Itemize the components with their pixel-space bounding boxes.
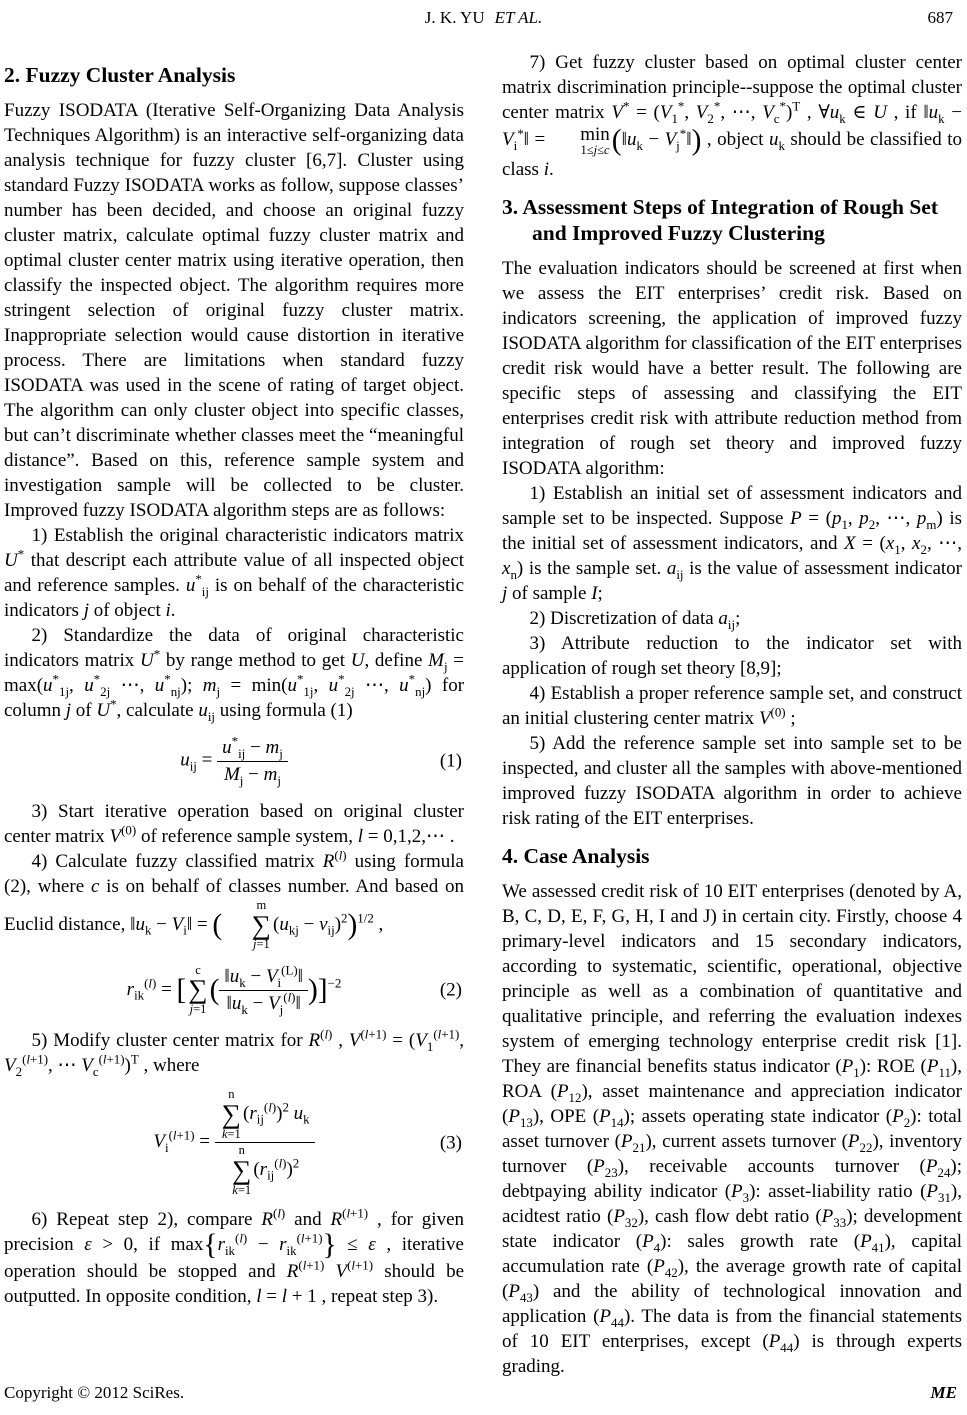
page-header (0, 8, 967, 28)
equation-1: $u_{ij}$ = $\frac{u^*_{ij} - m_j}{M_j - m_j}$ (4, 736, 464, 787)
right-step-4: 4) Establish a proper reference sample set, and construct an initial clustering center matrix $V^{(0)}$ ; (502, 682, 962, 729)
equation-3-number: (3) (439, 1132, 462, 1154)
page-number: 687 (927, 8, 953, 27)
section-2-heading: 2. Fuzzy Cluster Analysis (4, 63, 236, 87)
right-step-2: 2) Discretization of data $a_{ij}$; (529, 607, 741, 632)
section-2-paragraph: Fuzzy ISODATA (Iterative Self-Organizing Data Analysis Techniques Algorithm) is an interactive self-organizing data analysis technique for fuzzy cluster [6,7]. Cluster using standard Fuzzy ISODATA works as follow, suppose classes’ number has been decided, and choose an original fuzzy cluster matrix, calculate optimal fuzzy cluster matrix and optimal cluster center matrix using iterative operation, then classify the inspected object. The algorithm requires more stringent selection of original fuzzy cluster matrix. Inappropriate selection would cause distortion in iterative process. There are limitations when standard fuzzy ISODATA was used in the scene of rating of target object. The algorithm can only cluster object into specific classes, but can’t discriminate whether classes meet the “meaningful distance”. Based on this, reference sample system and investigation sample will be collected to be cluster. Improved fuzzy ISODATA algorithm steps are as follows: (4, 100, 464, 521)
page-footer (4, 1383, 957, 1403)
section-3-heading: 3. Assessment Steps of Integration of Rough Set and Improved Fuzzy Clustering (502, 194, 938, 245)
section-4-heading: 4. Case Analysis (502, 843, 650, 868)
left-step-2: 2) Standardize the data of original characteristic indicators matrix U* by range method to get U, define $M_j = \max(u^*_{1j}$, $u^*_{2j}$ ⋯, $u^*_{nj}$); $m_j = \min(u^*_{1j}$, $u^*_{2j}$ ⋯, $u^*_{nj}$) for column j of U*, calculate $u_{ij}$ using formula (1) (4, 625, 465, 724)
right-column (502, 50, 962, 1379)
header-authors: J. K. YU (424, 8, 485, 27)
right-step-3: 3) Attribute reduction to the indicator set with application of rough set theory [8,9]; (502, 632, 962, 679)
equation-2-row (4, 962, 464, 1018)
equation-3: $V_i^{(l+1)}$ = n ∑ k=1 $(r_{ij}^{(l)})^2$ $u_k$ n ∑ k=1 $(r_{ij}^{(l)})^2$ (4, 1088, 464, 1197)
copyright-notice: Copyright © 2012 SciRes. (4, 1383, 185, 1402)
equation-1-row (4, 733, 464, 789)
right-step-1: 1) Establish an initial set of assessment indicators and sample set to be inspected. Suppose $P = (p_1$, $p_2$, ⋯, $p_m$) is the initial set of assessment indicators, and $X = (x_1$, $x_2$, ⋯, $x_n$) is the sample set. $a_{ij}$ is the value of assessment indicator j of sample I; (502, 482, 963, 604)
equation-2-number: (2) (439, 979, 462, 1001)
left-step-4: 4) Calculate fuzzy classified matrix $R^{(l)}$ using formula (2), where c is on behalf of classes number. And based on Euclid distance, $‖u_k$ − $V_i‖$ = ( m ∑ j=1 $(u_{kj} - v_{ij})^2)^{1/2}$ , (4, 847, 465, 952)
section-4-paragraph: We assessed credit risk of 10 EIT enterprises (denoted by A, B, C, D, E, F, G, H, I and J) in certain city. Firstly, choose 4 primary-level indicators and 15 secondary indicators, according to systematic, scientific, operational, objective principle as well as a combination of quantitative and qualitative principle, and referring the evaluation indexes system of emerging technology enterprise credit risk [1]. They are financial benefits status indicator $(P_1)$: ROE $(P_{11})$, ROA $(P_{12})$, asset maintenance and appreciation indicator $(P_{13})$, OPE $(P_{14})$; assets operating state indicator $(P_2)$: total asset turnover $(P_{21})$, current assets turnover $(P_{22})$, inventory turnover $(P_{23})$, receivable accounts turnover $(P_{24})$; debtpaying ability indicator $(P_3)$: asset-liability ratio $(P_{31})$, acidtest ratio $(P_{32})$, cash flow debt ratio $(P_{33})$; development state indicator $(P_4)$: sales growth rate $(P_{41})$, capital accumulation rate $(P_{42})$, the average growth rate of capital $(P_{43})$ and the ability of technological innovation and application $(P_{44})$. The data is from the financial statements of 10 EIT enterprises, except $(P_{44})$ is through experts grading. (502, 880, 963, 1377)
equation-3-row (4, 1088, 464, 1197)
journal-abbreviation: ME (930, 1383, 957, 1402)
left-step-3: 3) Start iterative operation based on original cluster center matrix $V^{(0)}$ of reference sample system, l = 0,1,2,⋯ . (4, 801, 464, 847)
equation-1-number: (1) (439, 750, 462, 772)
right-step-7: 7) Get fuzzy cluster based on optimal cluster center matrix discrimination principle--suppose the optimal cluster center matrix $V^* = (V_1^*$, $V_2^*$, ⋯, $V_c^*)^T$ , $\forall u_k$ ∈ U , if $‖u_k$ − $V_i^*‖$ = min 1≤j≤c ($‖u_k$ − $V_j^*‖$) , object $u_k$ should be classified to class i. (502, 52, 963, 180)
right-step-5: 5) Add the reference sample set into sample set to be inspected, and cluster all the samples with above-mentioned improved fuzzy ISODATA algorithm in order to achieve risk rating of the EIT enterprises. (502, 732, 962, 829)
two-column-body (4, 50, 963, 1379)
section-3-paragraph: The evaluation indicators should be screened at first when we assess the EIT enterprises’ credit risk. Based on indicators screening, the application of improved fuzzy ISODATA algorithm for classification of the EIT enterprises credit risk would have a better result. The following are specific steps of assessing and classifying the EIT enterprises credit risk with attribute reduction method from integration of rough set theory and improved fuzzy ISODATA algorithm: (502, 257, 962, 479)
equation-2: $r_{ik}^{(l)}$ = [ c ∑ j=1 ( $\frac{‖u_k - V_i^{(L)}‖}{‖u_k - V_j^{(l)}‖}$ )]$^{-2}$ (126, 962, 342, 1017)
left-step-1: 1) Establish the original characteristic indicators matrix U* that descript each attribute value of all inspected object and reference samples. $u^*_{ij}$ is on behalf of the characteristic indicators j of object i. (4, 525, 464, 621)
left-step-6: 6) Repeat step 2), compare $R^{(l)}$ and $R^{(l+1)}$ , for given precision ε > 0, if $\max\{r_{ik}^{(l)} - r_{ik}^{(l+1)}\} \le \varepsilon$ , iterative operation should be stopped and $R^{(l+1)}$ $V^{(l+1)}$ should be outputted. In opposite condition, l = l + 1 , repeat step 3). (4, 1206, 465, 1307)
left-step-5: 5) Modify cluster center matrix for $R^{(l)}$ , $V^{(l+1)} = (V_1^{(l+1)}$, $V_2^{(l+1)}$, ⋯ $V_c^{(l+1)})^T$ , where (4, 1026, 464, 1079)
left-column (4, 50, 464, 1379)
header-etal: ET AL. (494, 8, 543, 27)
